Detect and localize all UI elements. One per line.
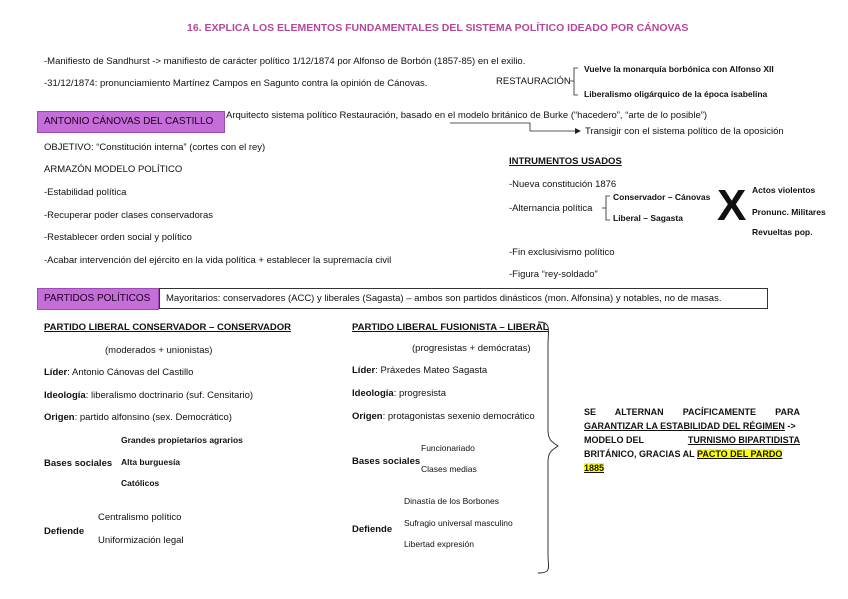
liberal-defiende-label: Defiende (352, 524, 393, 535)
transigir-arrow (450, 123, 575, 131)
against-item-2: Pronunc. Militares (752, 207, 826, 217)
liberal-bases-label: Bases sociales (352, 456, 421, 467)
against-item-3: Revueltas pop. (752, 227, 813, 237)
liberal-defiende-1: Dinastía de los Borbones (404, 496, 499, 506)
armazon-item-2: -Recuperar poder clases conservadoras (44, 210, 213, 221)
liberal-ideologia: Ideología: progresista (352, 388, 446, 399)
transigir-text: Transigir con el sistema político de la oposición (585, 126, 784, 137)
liberal-base-1: Funcionariado (421, 443, 475, 453)
alternancia-liberal: Liberal – Sagasta (613, 213, 683, 223)
alternancia-brace (602, 196, 610, 220)
partidos-summary: Mayoritarios: conservadores (ACC) y liberales (Sagasta) – ambos son partidos dinásticos (mon. Alfonsina) y notables, no de masas. (159, 288, 768, 309)
conclusion-brace (538, 322, 558, 573)
page-title: 16. EXPLICA LOS ELEMENTOS FUNDAMENTALES DEL SISTEMA POLÍTICO IDEADO POR CÁNOVAS (187, 22, 689, 34)
intro-line-1: -Manifiesto de Sandhurst -> manifiesto de carácter político 1/12/1874 por Alfonso de Borbón (1857-85) en el exilio. (44, 56, 526, 67)
liberal-sub: (progresistas + demócratas) (412, 343, 531, 354)
liberal-defiende-3: Libertad expresión (404, 539, 474, 549)
architect-text: Arquitecto sistema político Restauración, basado en el modelo británico de Burke (“hacedero”, “arte de lo posible”) (226, 110, 708, 121)
transigir-arrowhead (575, 128, 581, 134)
conservador-bases-label: Bases sociales (44, 458, 113, 469)
conservador-sub: (moderados + unionistas) (105, 345, 213, 356)
armazon-heading: ARMAZÓN MODELO POLÍTICO (44, 164, 183, 175)
x-mark-icon: X (717, 181, 747, 230)
restauracion-item-2: Liberalismo oligárquico de la época isabelina (584, 89, 768, 99)
conservador-ideologia: Ideología: liberalismo doctrinario (suf. Censitario) (44, 390, 254, 401)
restauracion-label: RESTAURACIÓN (496, 76, 571, 87)
conservador-defiende-label: Defiende (44, 526, 85, 537)
liberal-defiende-2: Sufragio universal masculino (404, 518, 513, 528)
intro-line-2: -31/12/1874: pronunciamiento Martínez Campos en Sagunto contra la opinión de Cánovas. (44, 78, 428, 89)
conservador-base-3: Católicos (121, 478, 160, 488)
alternancia-conservador: Conservador – Cánovas (613, 192, 711, 202)
liberal-lider: Líder: Práxedes Mateo Sagasta (352, 365, 488, 376)
conservador-defiende-2: Uniformización legal (98, 535, 184, 546)
liberal-heading: PARTIDO LIBERAL FUSIONISTA – LIBERAL (352, 322, 549, 333)
liberal-base-2: Clases medias (421, 464, 477, 474)
nueva-constitucion: -Nueva constitución 1876 (509, 179, 617, 190)
liberal-origen: Origen: protagonistas sexenio democrático (352, 411, 535, 422)
restauracion-item-1: Vuelve la monarquía borbónica con Alfonso XII (584, 64, 774, 74)
conclusion-line-3: MODELO DEL TURNISMO BIPARTIDISTA (584, 435, 800, 445)
armazon-item-4: -Acabar intervención del ejército en la vida política + establecer la supremacía civil (44, 255, 392, 266)
conclusion-line-1: SE ALTERNAN PACÍFICAMENTE PARA (584, 407, 800, 417)
conclusion-line-2: GARANTIZAR LA ESTABILIDAD DEL RÉGIMEN -> (584, 421, 796, 431)
armazon-item-1: -Estabilidad política (44, 187, 127, 198)
conservador-lider: Líder: Antonio Cánovas del Castillo (44, 367, 194, 378)
armazon-item-3: -Restablecer orden social y político (44, 232, 192, 243)
conservador-base-2: Alta burguesía (121, 457, 181, 467)
instrumentos-heading: INTRUMENTOS USADOS (509, 156, 622, 167)
against-item-1: Actos violentos (752, 185, 816, 195)
restauracion-brace (570, 68, 578, 95)
partidos-header: PARTIDOS POLÍTICOS (37, 288, 159, 310)
conservador-heading: PARTIDO LIBERAL CONSERVADOR – CONSERVADOR (44, 322, 292, 333)
figura-rey-soldado: -Figura “rey-soldado” (509, 269, 598, 280)
objetivo-text: OBJETIVO: “Constitución interna” (cortes con el rey) (44, 142, 266, 153)
conservador-base-1: Grandes propietarios agrarios (121, 435, 243, 445)
fin-exclusivismo: -Fin exclusivismo político (509, 247, 615, 258)
conservador-origen: Origen: partido alfonsino (sex. Democrático) (44, 412, 232, 423)
conclusion-line-4: BRITÁNICO, GRACIAS AL PACTO DEL PARDO (584, 449, 783, 459)
conclusion-line-5: 1885 (584, 463, 605, 473)
canovas-header: ANTONIO CÁNOVAS DEL CASTILLO (37, 111, 225, 133)
conservador-defiende-1: Centralismo político (98, 512, 182, 523)
alternancia-text: -Alternancia política (509, 203, 593, 214)
